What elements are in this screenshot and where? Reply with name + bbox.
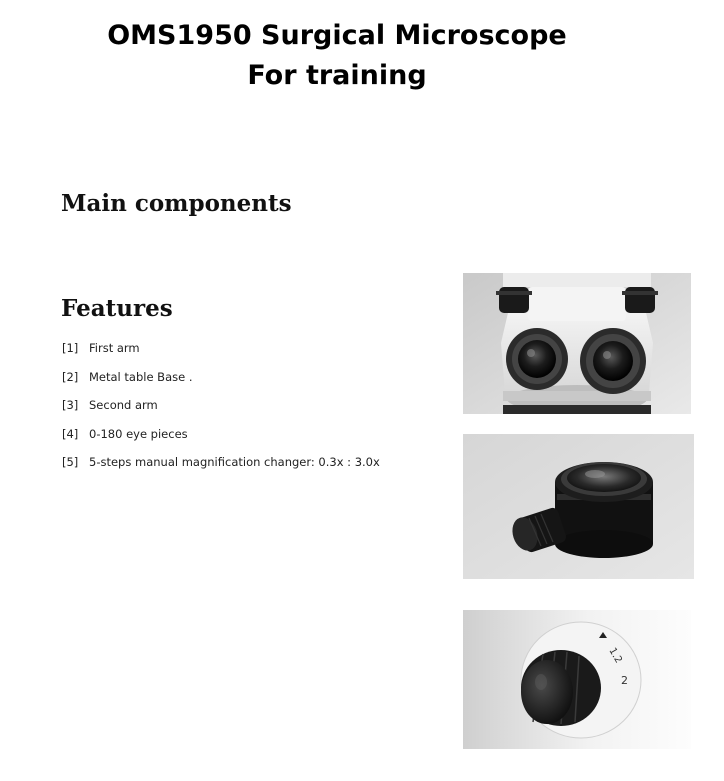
feature-number: [4]	[62, 426, 79, 441]
feature-text: 5-steps manual magnification changer: 0.3x : 3.0x	[89, 455, 380, 470]
features-heading: Features	[61, 295, 173, 322]
list-item	[62, 398, 380, 412]
title-line-1: OMS1950 Surgical Microscope	[107, 20, 567, 51]
feature-number: [5]	[62, 455, 79, 470]
main-components-heading: Main components	[61, 190, 292, 217]
dial-mark-1: 1.2	[606, 646, 624, 666]
list-item	[62, 341, 380, 355]
feature-text: First arm	[89, 341, 140, 355]
page-title	[0, 16, 674, 96]
feature-text: 0-180 eye pieces	[89, 426, 188, 441]
list-item	[62, 370, 380, 384]
title-line-2: For training	[247, 60, 427, 91]
magnification-knob-photo	[463, 610, 691, 749]
list-item	[62, 455, 380, 469]
feature-number: [2]	[62, 369, 79, 384]
feature-list	[62, 341, 380, 484]
feature-text: Metal table Base .	[89, 369, 193, 384]
list-item	[62, 427, 380, 441]
binocular-eyepieces-photo	[463, 273, 691, 414]
feature-text: Second arm	[89, 398, 158, 413]
feature-number: [3]	[62, 398, 79, 413]
feature-number: [1]	[62, 341, 79, 355]
objective-lens-photo	[463, 434, 694, 579]
dial-mark-2: 2	[621, 674, 628, 687]
